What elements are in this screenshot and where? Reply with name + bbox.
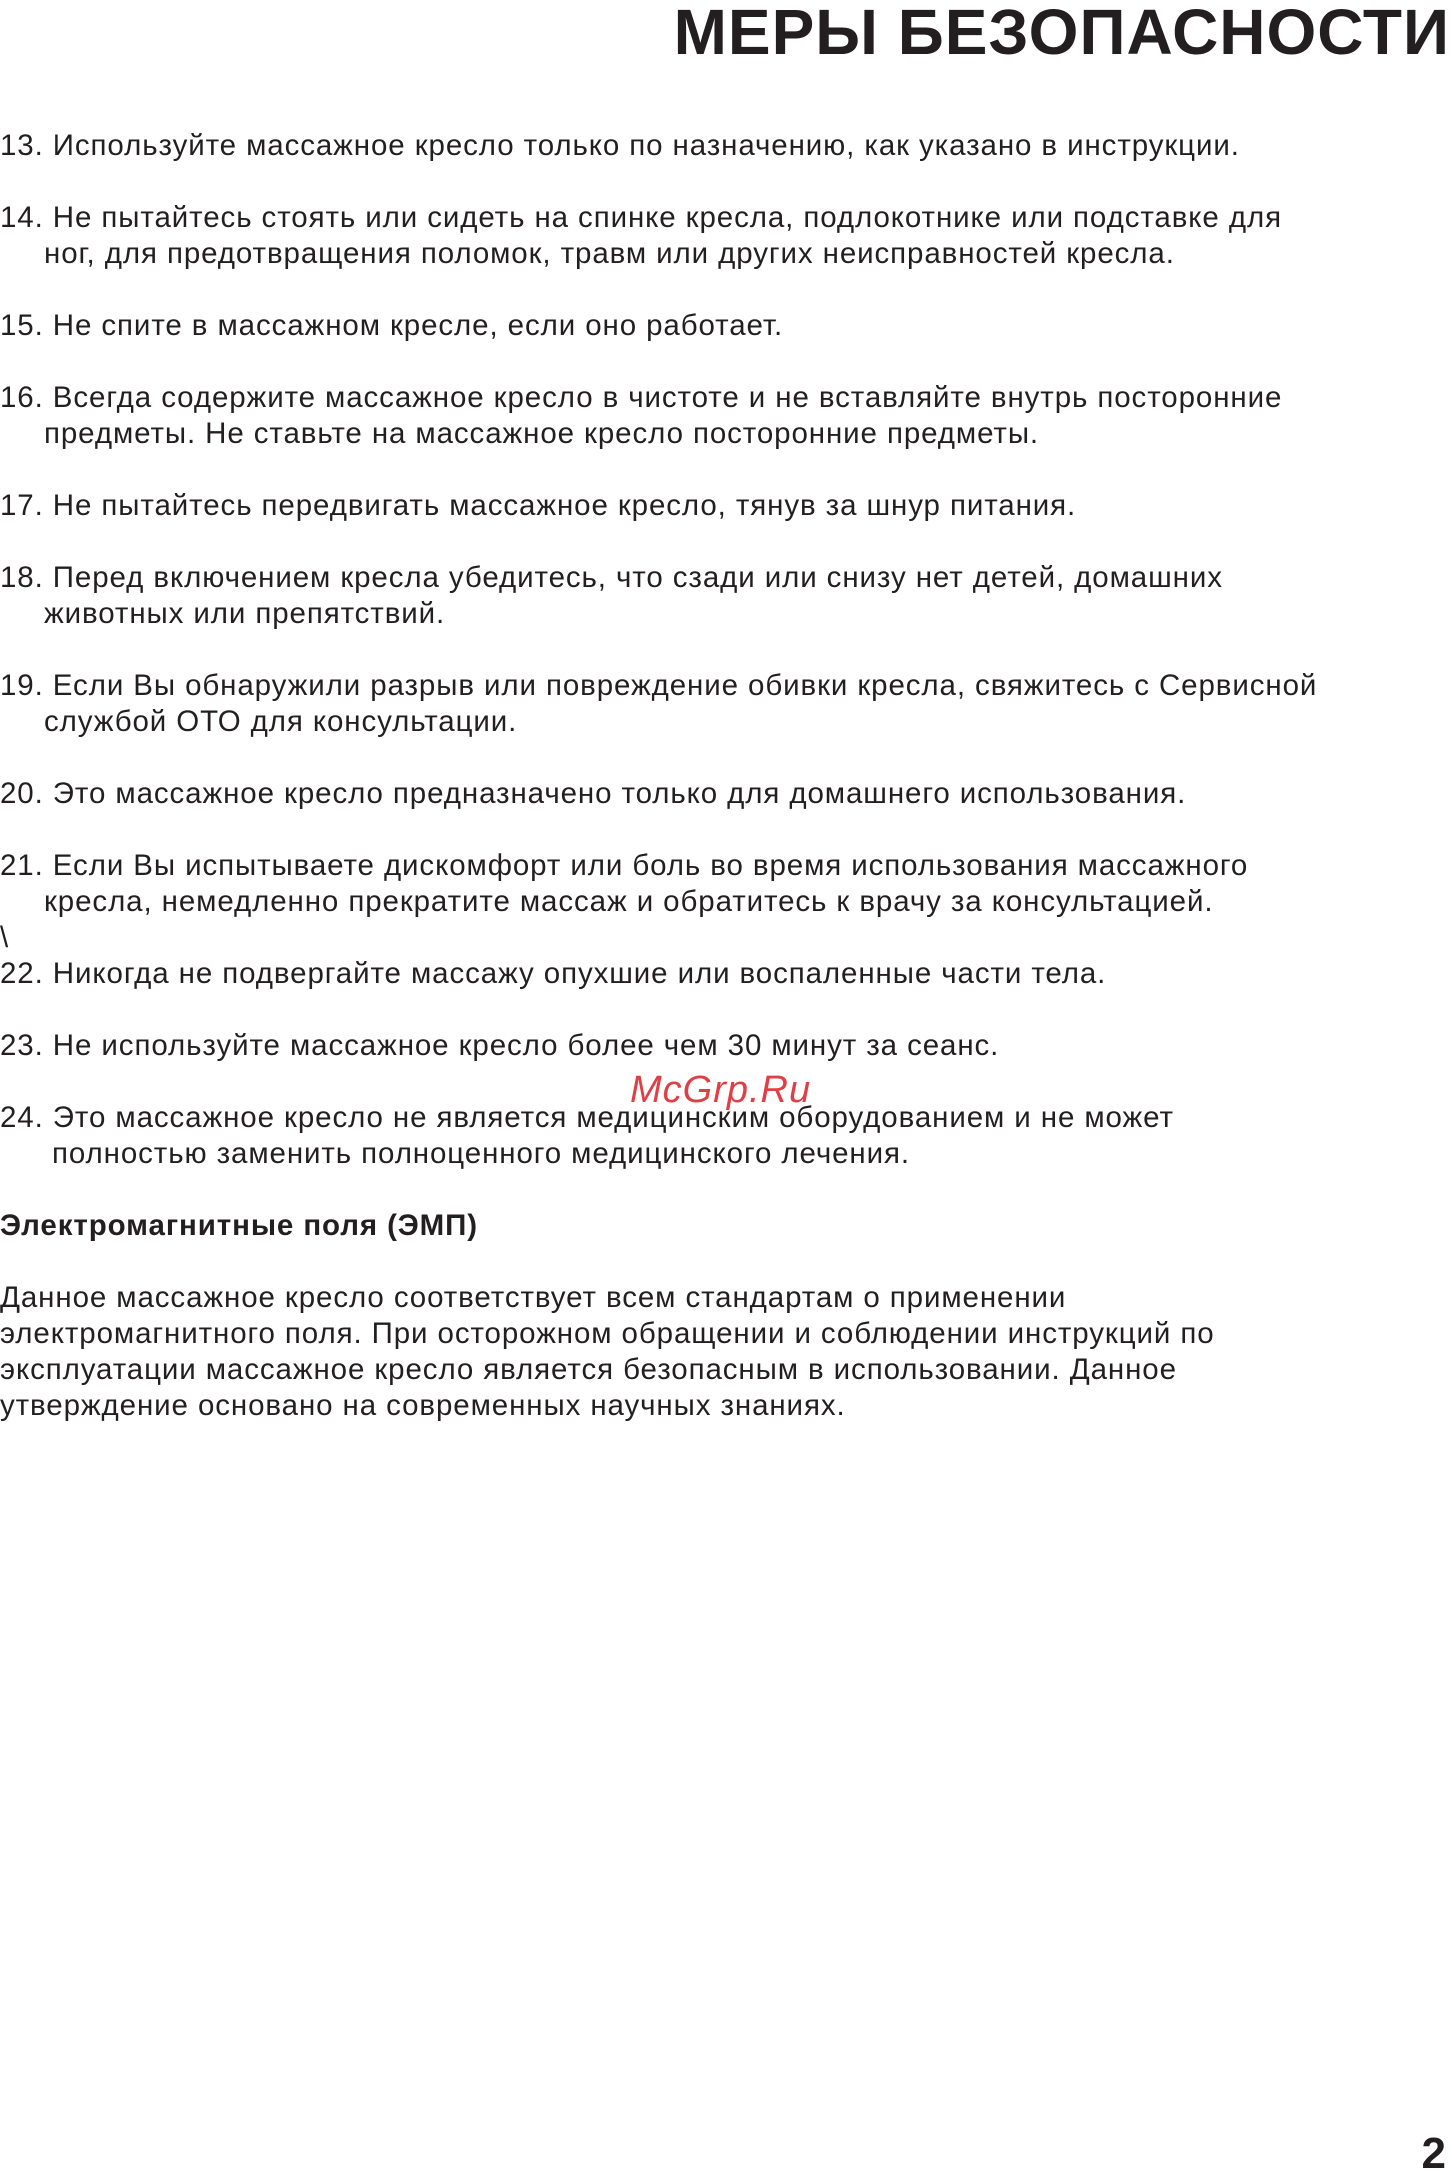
emf-paragraph — [0, 1280, 1450, 1424]
item-line: 24. Это массажное кресло не является медицинским оборудованием и не может — [0, 1101, 1174, 1134]
emf-section-heading: Электромагнитные поля (ЭМП) — [0, 1209, 478, 1242]
paragraph-line: Данное массажное кресло соответствует всем стандартам о применении — [0, 1281, 1067, 1314]
item-line: 15. Не спите в массажном кресле, если оно работает. — [0, 309, 784, 342]
item-line-continued: полностью заменить полноценного медицинского лечения. — [52, 1137, 910, 1170]
paragraph-line: утверждение основано на современных научных знаниях. — [0, 1389, 846, 1422]
item-line: 22. Никогда не подвергайте массажу опухшие или воспаленные части тела. — [0, 957, 1107, 990]
paragraph-line: электромагнитного поля. При осторожном обращении и соблюдении инструкций по — [0, 1317, 1215, 1350]
safety-content — [0, 128, 1450, 1424]
page-title: МЕРЫ БЕЗОПАСНОСТИ — [673, 0, 1450, 68]
list-item-13 — [0, 128, 1450, 164]
item-line-continued: кресла, немедленно прекратите массаж и обратитесь к врачу за консультацией. — [44, 885, 1214, 918]
item-line: 14. Не пытайтесь стоять или сидеть на спинке кресла, подлокотнике или подставке для — [0, 201, 1282, 234]
list-item-20 — [0, 776, 1450, 812]
item-line-continued: предметы. Не ставьте на массажное кресло посторонние предметы. — [44, 417, 1040, 450]
list-item-18 — [0, 560, 1450, 632]
item-line: 17. Не пытайтесь передвигать массажное кресло, тянув за шнур питания. — [0, 489, 1077, 522]
list-item-14 — [0, 200, 1450, 272]
stray-backslash: \ — [0, 921, 10, 954]
list-item-21 — [0, 848, 1450, 920]
list-item-16 — [0, 380, 1450, 452]
item-line: 19. Если Вы обнаружили разрыв или повреждение обивки кресла, свяжитесь с Сервисной — [0, 669, 1318, 702]
watermark: McGrp.Ru — [630, 1069, 812, 1111]
list-item-23 — [0, 1028, 1450, 1064]
list-item-22 — [0, 956, 1450, 992]
item-line: 18. Перед включением кресла убедитесь, что сзади или снизу нет детей, домашних — [0, 561, 1223, 594]
list-item-15 — [0, 308, 1450, 344]
item-line-continued: службой ОТО для консультации. — [44, 705, 518, 738]
item-line-continued: животных или препятствий. — [44, 597, 446, 630]
item-line-continued: ног, для предотвращения поломок, травм или других неисправностей кресла. — [44, 237, 1175, 270]
item-line: 21. Если Вы испытываете дискомфорт или боль во время использования массажного — [0, 849, 1249, 882]
item-line: 23. Не используйте массажное кресло более чем 30 минут за сеанс. — [0, 1029, 1000, 1062]
paragraph-line: эксплуатации массажное кресло является безопасным в использовании. Данное — [0, 1353, 1177, 1386]
list-item-17 — [0, 488, 1450, 524]
item-line: 13. Используйте массажное кресло только по назначению, как указано в инструкции. — [0, 129, 1240, 162]
item-line: 20. Это массажное кресло предназначено только для домашнего использования. — [0, 777, 1187, 810]
page-number: 2 — [1421, 2129, 1446, 2178]
list-item-19 — [0, 668, 1450, 740]
item-line: 16. Всегда содержите массажное кресло в чистоте и не вставляйте внутрь посторонние — [0, 381, 1283, 414]
